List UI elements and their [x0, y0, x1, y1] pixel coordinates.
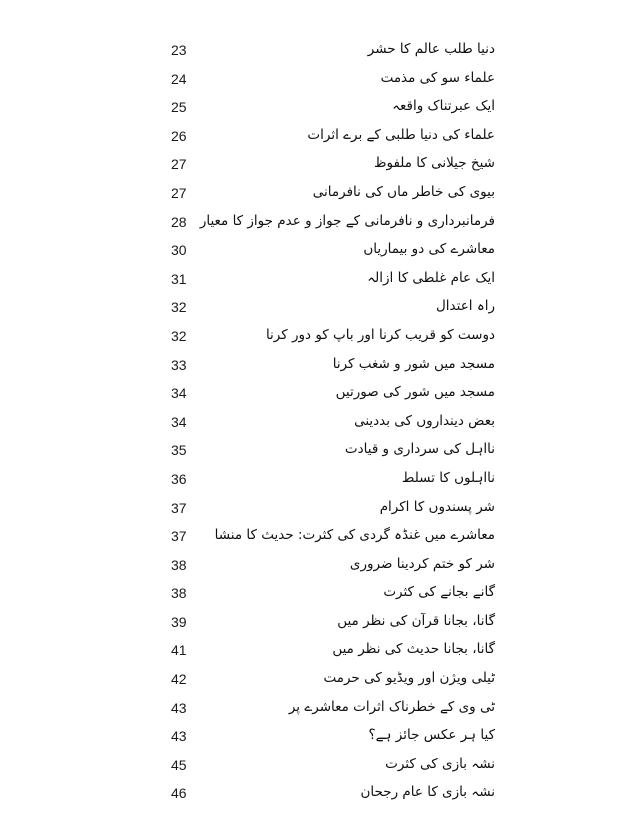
page-number: 41	[171, 642, 187, 659]
page-number: 43	[171, 728, 187, 745]
toc-entry	[0, 236, 638, 265]
page-number: 34	[171, 385, 187, 402]
entry-title: مسجد میں شور کی صورتیں	[335, 384, 495, 401]
entry-title: مسجد میں شور و شغب کرنا	[332, 355, 495, 372]
page-number: 26	[171, 127, 187, 144]
page-number: 43	[171, 699, 187, 716]
page-number: 27	[171, 184, 187, 201]
toc-entry	[0, 636, 638, 665]
entry-title: علماء سو کی مذمت	[380, 69, 495, 86]
toc-entry	[0, 179, 638, 208]
entry-title: ٹیلی ویژن اور ویڈیو کی حرمت	[323, 670, 495, 687]
toc-entry	[0, 551, 638, 580]
entry-title: نااہلوں کا تسلط	[401, 469, 495, 486]
page-number: 38	[171, 556, 187, 573]
toc-entry	[0, 436, 638, 465]
page-number: 23	[171, 42, 187, 58]
page-number: 34	[171, 413, 187, 430]
toc-entry	[0, 208, 638, 237]
page-number: 39	[171, 613, 187, 630]
toc-entry	[0, 379, 638, 408]
page-number: 27	[171, 156, 187, 173]
entry-title: شر پسندوں کا اکرام	[379, 498, 495, 515]
toc-entry	[0, 36, 638, 65]
entry-title: معاشرے میں غنڈہ گردی کی کثرت: حدیث کا منشا	[214, 527, 495, 544]
page-number: 24	[171, 70, 187, 87]
page-number: 42	[171, 671, 187, 688]
entry-title: شر کو ختم کردینا ضروری	[349, 555, 495, 572]
entry-title: ٹی وی کے خطرناک اثرات معاشرے پر	[288, 698, 495, 715]
toc-entry	[0, 608, 638, 637]
toc-entry	[0, 351, 638, 380]
entry-title: گانا، بجانا قرآن کی نظر میں	[337, 612, 495, 629]
toc-entry	[0, 122, 638, 151]
entry-title: گانا، بجانا حدیث کی نظر میں	[332, 641, 495, 658]
page-number: 28	[171, 213, 187, 230]
toc-entry	[0, 93, 638, 122]
toc-entry	[0, 265, 638, 294]
toc-entry	[0, 751, 638, 780]
entry-title: ایک عبرتناک واقعہ	[392, 98, 495, 115]
page-number: 32	[171, 327, 187, 344]
toc-entry	[0, 322, 638, 351]
page-number: 35	[171, 442, 187, 459]
toc-entry	[0, 694, 638, 723]
entry-title: کیا ہر عکس جائز ہے؟	[368, 727, 495, 744]
entry-title: فرمانبرداری و نافرمانی کے جواز و عدم جواز کا معیار	[199, 212, 495, 229]
entry-title: ایک عام غلطی کا ازالہ	[367, 269, 495, 286]
entry-title: نشہ بازی کا عام رجحان	[360, 784, 495, 801]
page-number: 36	[171, 470, 187, 487]
toc-entry	[0, 494, 638, 523]
entry-title: بیوی کی خاطر ماں کی نافرمانی	[312, 183, 495, 200]
page-number: 33	[171, 356, 187, 373]
toc-entry	[0, 65, 638, 94]
entry-title: نشہ بازی کی کثرت	[385, 755, 495, 772]
page-number: 45	[171, 756, 187, 773]
page-number: 46	[171, 785, 187, 802]
toc-entry	[0, 150, 638, 179]
entry-title: نااہل کی سرداری و قیادت	[344, 441, 495, 458]
entry-title: معاشرے کی دو بیماریاں	[363, 241, 495, 258]
entry-title: علماء کی دنیا طلبی کے برے اثرات	[307, 126, 495, 143]
toc-entry	[0, 779, 638, 808]
entry-title: بعض دینداروں کی بددینی	[354, 412, 495, 429]
toc-entry	[0, 522, 638, 551]
page-number: 37	[171, 499, 187, 516]
page-number: 25	[171, 99, 187, 116]
toc-entry	[0, 465, 638, 494]
toc-entry	[0, 722, 638, 751]
page-number: 37	[171, 528, 187, 545]
toc-entry	[0, 579, 638, 608]
entry-title: راہ اعتدال	[436, 298, 495, 315]
toc-entry	[0, 408, 638, 437]
page-number: 31	[171, 270, 187, 287]
page-number: 30	[171, 242, 187, 259]
toc-entry	[0, 665, 638, 694]
table-of-contents	[0, 36, 638, 808]
entry-title: گانے بجانے کی کثرت	[383, 584, 495, 601]
entry-title: دوست کو قریب کرنا اور باپ کو دور کرنا	[265, 326, 495, 343]
page-number: 38	[171, 585, 187, 602]
entry-title: شیخ جیلانی کا ملفوظ	[374, 155, 495, 172]
toc-entry	[0, 293, 638, 322]
page-number: 32	[171, 299, 187, 316]
entry-title: دنیا طلب عالم کا حشر	[367, 41, 495, 57]
